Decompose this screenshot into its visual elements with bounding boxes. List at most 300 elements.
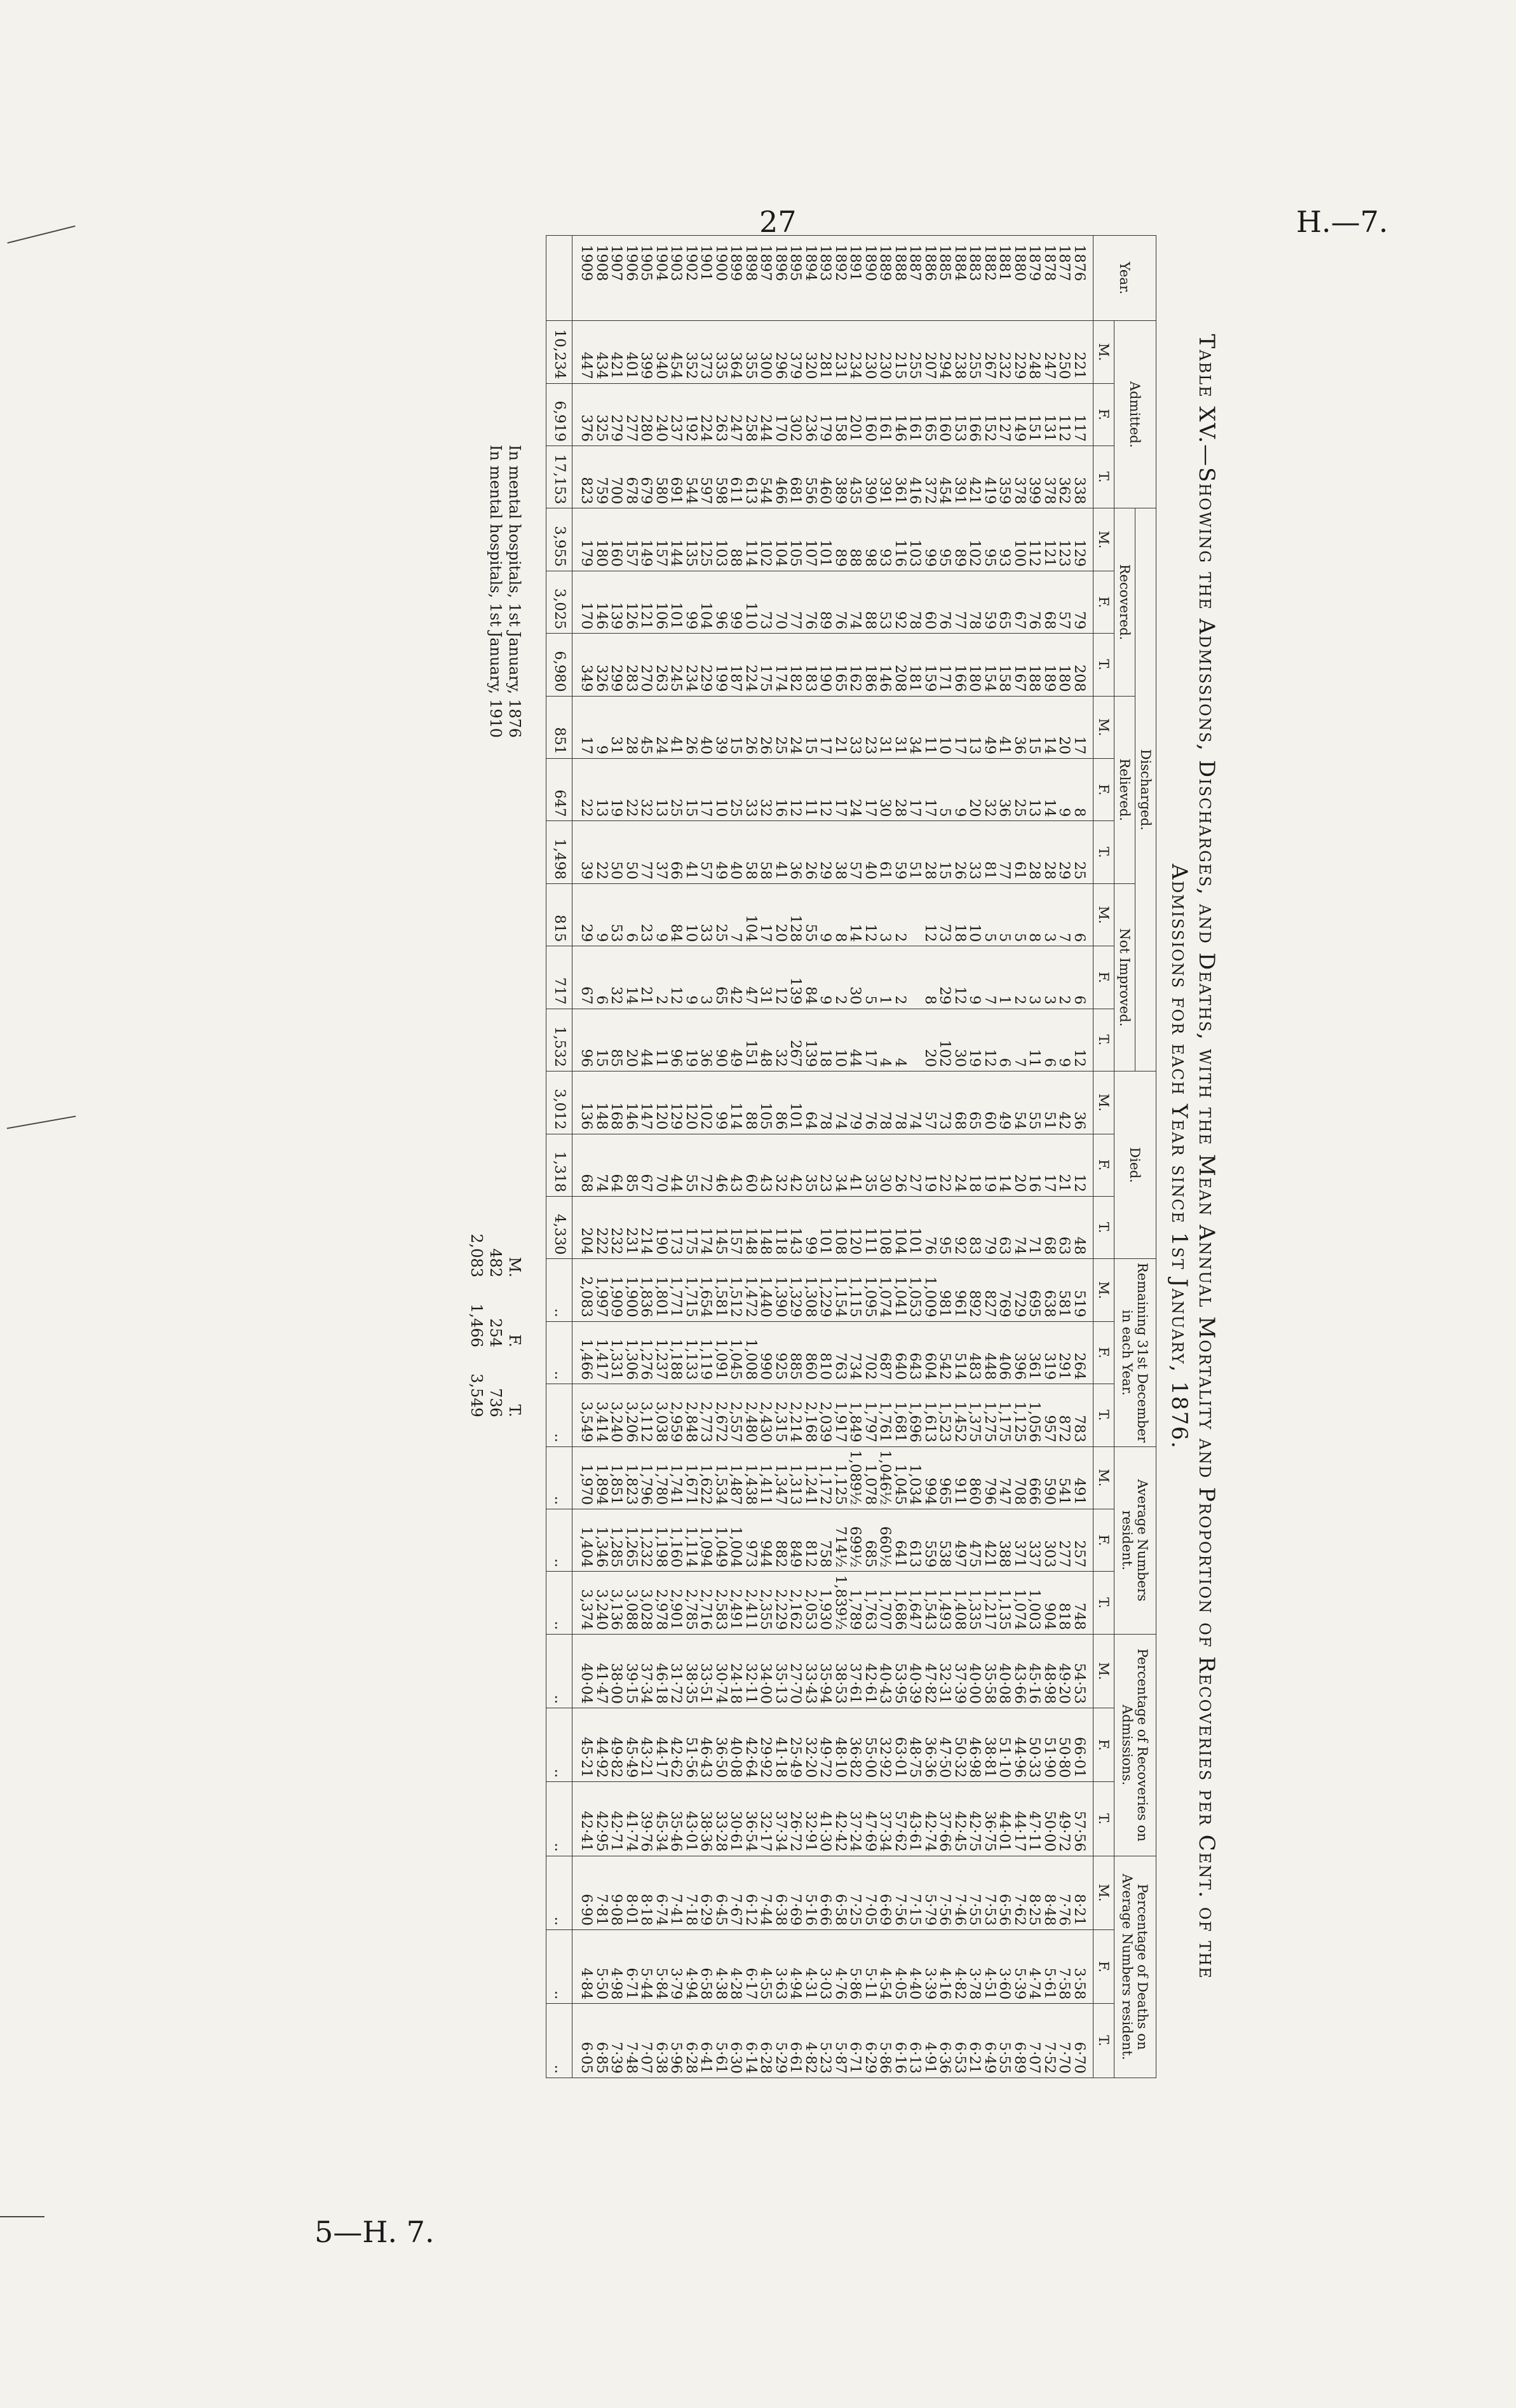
- value-cell: 2,430: [758, 1384, 773, 1446]
- value-cell: 378: [1012, 446, 1027, 508]
- value-cell: 7·07: [639, 2004, 654, 2078]
- value-cell: 42·64: [743, 1708, 759, 1782]
- value-cell: 22: [594, 821, 609, 883]
- value-cell: 46·43: [698, 1708, 714, 1782]
- value-cell: 79: [848, 1071, 863, 1134]
- value-cell: 294: [937, 321, 952, 383]
- value-cell: 49: [982, 696, 998, 758]
- value-cell: 99: [714, 1071, 729, 1134]
- value-cell: 44: [639, 1009, 654, 1071]
- value-cell: 8·21: [1072, 1856, 1093, 1929]
- value-cell: 53·95: [893, 1634, 908, 1708]
- value-cell: 25: [773, 696, 788, 758]
- value-cell: 248: [1027, 321, 1042, 383]
- value-cell: 783: [1072, 1384, 1093, 1446]
- value-cell: 18: [967, 1134, 982, 1196]
- value-cell: 167: [1012, 634, 1027, 696]
- value-cell: 19: [923, 1134, 938, 1196]
- value-cell: 50·00: [1042, 1782, 1057, 1856]
- value-cell: 401: [624, 321, 639, 383]
- value-cell: 47: [743, 946, 759, 1009]
- value-cell: 224: [698, 383, 714, 446]
- value-cell: 48·10: [833, 1708, 848, 1782]
- value-cell: 154: [982, 634, 998, 696]
- value-cell: 36·75: [982, 1782, 998, 1856]
- value-cell: 50·33: [1027, 1708, 1042, 1782]
- value-cell: 38·53: [833, 1634, 848, 1708]
- value-cell: 121: [639, 571, 654, 633]
- value-cell: 22: [624, 759, 639, 821]
- year-cell: 1890: [863, 236, 878, 321]
- value-cell: 51: [1042, 1071, 1057, 1134]
- value-cell: 31: [893, 696, 908, 758]
- table-caption: [1156, 235, 1220, 2078]
- value-cell: 1,512: [728, 1259, 743, 1321]
- value-cell: 691: [668, 446, 684, 508]
- value-cell: 643: [907, 1321, 923, 1384]
- header-percentage-recoveries: Percentage of Recoveries on Admissions.: [1114, 1634, 1156, 1856]
- value-cell: 9: [967, 946, 982, 1009]
- sex-header-f: F.: [1093, 759, 1114, 821]
- value-cell: 460: [818, 446, 833, 508]
- value-cell: 264: [1072, 1321, 1093, 1384]
- value-cell: 1,681: [893, 1384, 908, 1446]
- value-cell: 29: [1057, 821, 1072, 883]
- value-cell: 74: [907, 1071, 923, 1134]
- value-cell: 421: [982, 1509, 998, 1572]
- sex-header-t: T.: [1093, 446, 1114, 508]
- value-cell: 40·04: [572, 1634, 594, 1708]
- year-cell: 1885: [937, 236, 952, 321]
- value-cell: 146: [624, 1071, 639, 1134]
- value-cell: 538: [937, 1509, 952, 1572]
- value-cell: 37·34: [773, 1782, 788, 1856]
- year-cell: 1904: [654, 236, 669, 321]
- value-cell: 35·58: [982, 1634, 998, 1708]
- total-cell: ..: [546, 1782, 572, 1856]
- value-cell: 1,487: [728, 1446, 743, 1509]
- value-cell: 2,411: [743, 1572, 759, 1634]
- value-cell: 389: [833, 446, 848, 508]
- value-cell: 544: [684, 446, 699, 508]
- value-cell: 29: [937, 946, 952, 1009]
- value-cell: 25: [668, 759, 684, 821]
- value-cell: 6: [1042, 1009, 1057, 1071]
- value-cell: 17: [698, 759, 714, 821]
- value-cell: 96: [714, 571, 729, 633]
- note-value: 2,083: [468, 1234, 486, 1277]
- value-cell: 2,848: [684, 1384, 699, 1446]
- value-cell: 38·81: [982, 1708, 998, 1782]
- value-cell: 699½: [848, 1509, 863, 1572]
- sex-header-m: M.: [1093, 508, 1114, 571]
- value-cell: 40·43: [877, 1634, 893, 1708]
- value-cell: 50·80: [1057, 1708, 1072, 1782]
- value-cell: 108: [833, 1196, 848, 1258]
- table-row: [728, 236, 743, 2078]
- value-cell: 59: [982, 571, 998, 633]
- value-cell: 25: [714, 883, 729, 946]
- value-cell: 1,900: [624, 1259, 639, 1321]
- value-cell: 49: [728, 1009, 743, 1071]
- value-cell: 687: [877, 1321, 893, 1384]
- value-cell: 14: [624, 946, 639, 1009]
- value-cell: 51: [907, 821, 923, 883]
- value-cell: 519: [1072, 1259, 1093, 1321]
- value-cell: 32: [982, 759, 998, 821]
- value-cell: 30: [877, 759, 893, 821]
- value-cell: 6·29: [863, 2004, 878, 2078]
- value-cell: 144: [668, 508, 684, 571]
- value-cell: 22: [572, 759, 594, 821]
- value-cell: 229: [1012, 321, 1027, 383]
- value-cell: 36: [1012, 696, 1027, 758]
- value-cell: 43·66: [1012, 1634, 1027, 1708]
- sex-header-f: F.: [1093, 383, 1114, 446]
- value-cell: 1,276: [639, 1321, 654, 1384]
- value-cell: 378: [1042, 446, 1057, 508]
- value-cell: 4·05: [893, 1930, 908, 2004]
- value-cell: 17: [572, 696, 594, 758]
- value-cell: 2,785: [684, 1572, 699, 1634]
- value-cell: 4·91: [923, 2004, 938, 2078]
- value-cell: 160: [863, 383, 878, 446]
- value-cell: 84: [803, 946, 818, 1009]
- value-cell: 73: [937, 1071, 952, 1134]
- value-cell: 42: [788, 1134, 803, 1196]
- value-cell: 95: [937, 1196, 952, 1258]
- table-number: Table XV.: [1194, 334, 1219, 445]
- value-cell: 613: [743, 446, 759, 508]
- value-cell: 1,056: [1027, 1384, 1042, 1446]
- value-cell: 990: [758, 1321, 773, 1384]
- value-cell: 1,411: [758, 1446, 773, 1509]
- value-cell: 6·45: [714, 1856, 729, 1929]
- year-cell: 1900: [714, 236, 729, 321]
- note-value: 254: [487, 1318, 505, 1347]
- value-cell: 12: [923, 883, 938, 946]
- value-cell: 7·81: [594, 1856, 609, 1929]
- value-cell: 362: [1057, 446, 1072, 508]
- value-cell: 65: [714, 946, 729, 1009]
- value-cell: 39: [714, 696, 729, 758]
- value-cell: 123: [1057, 508, 1072, 571]
- value-cell: 74: [1012, 1196, 1027, 1258]
- value-cell: 6·17: [743, 1930, 759, 2004]
- value-cell: 68: [1042, 571, 1057, 633]
- value-cell: 36·82: [848, 1708, 863, 1782]
- value-cell: 180: [967, 634, 982, 696]
- value-cell: 32: [609, 946, 624, 1009]
- value-cell: 9: [594, 696, 609, 758]
- value-cell: 1,154: [833, 1259, 848, 1321]
- value-cell: 183: [803, 634, 818, 696]
- value-cell: 66: [668, 821, 684, 883]
- value-cell: 611: [728, 446, 743, 508]
- value-cell: 1,466: [572, 1321, 594, 1384]
- value-cell: 112: [1027, 508, 1042, 571]
- value-cell: 4·28: [728, 1930, 743, 2004]
- value-cell: 232: [609, 1196, 624, 1258]
- value-cell: 1,780: [654, 1446, 669, 1509]
- value-cell: 11: [1027, 1009, 1042, 1071]
- value-cell: 6·28: [684, 2004, 699, 2078]
- value-cell: 28: [893, 759, 908, 821]
- value-cell: 88: [728, 508, 743, 571]
- value-cell: 231: [833, 321, 848, 383]
- value-cell: 41: [848, 1134, 863, 1196]
- value-cell: 497: [952, 1509, 968, 1572]
- value-cell: 5·87: [833, 2004, 848, 2078]
- value-cell: 76: [937, 571, 952, 633]
- total-cell: 1,498: [546, 821, 572, 883]
- value-cell: 104: [698, 571, 714, 633]
- value-cell: 49·20: [1057, 1634, 1072, 1708]
- sex-header-f: F.: [1093, 571, 1114, 633]
- value-cell: 1,078: [863, 1446, 878, 1509]
- value-cell: 42: [1057, 1071, 1072, 1134]
- value-cell: 147: [639, 1071, 654, 1134]
- value-cell: 1,543: [923, 1572, 938, 1634]
- value-cell: 335: [714, 321, 729, 383]
- value-cell: 111: [863, 1196, 878, 1258]
- value-cell: 32·91: [803, 1782, 818, 1856]
- value-cell: 416: [907, 446, 923, 508]
- value-cell: 71: [1027, 1196, 1042, 1258]
- value-cell: 38·35: [684, 1634, 699, 1708]
- value-cell: 30: [848, 946, 863, 1009]
- value-cell: 17: [758, 883, 773, 946]
- value-cell: 37·61: [848, 1634, 863, 1708]
- value-cell: 541: [1057, 1446, 1072, 1509]
- value-cell: 1,115: [848, 1259, 863, 1321]
- value-cell: 36: [788, 821, 803, 883]
- year-cell: 1903: [668, 236, 684, 321]
- value-cell: 89: [818, 571, 833, 633]
- value-cell: 101: [818, 1196, 833, 1258]
- value-cell: 678: [624, 446, 639, 508]
- value-cell: 1,909: [609, 1259, 624, 1321]
- value-cell: 6: [1072, 946, 1093, 1009]
- value-cell: 37·39: [952, 1634, 968, 1708]
- value-cell: 6·53: [952, 2004, 968, 2078]
- value-cell: 2,480: [743, 1384, 759, 1446]
- value-cell: 6·30: [728, 2004, 743, 2078]
- value-cell: 15: [728, 696, 743, 758]
- year-cell: 1899: [728, 236, 743, 321]
- value-cell: 77: [639, 821, 654, 883]
- value-cell: 66·01: [1072, 1708, 1093, 1782]
- value-cell: 139: [788, 946, 803, 1009]
- value-cell: 10: [833, 1009, 848, 1071]
- value-cell: 37: [654, 821, 669, 883]
- value-cell: 37·34: [877, 1782, 893, 1856]
- table-row: [952, 236, 968, 2078]
- year-cell: 1879: [1027, 236, 1042, 321]
- value-cell: 55: [1027, 1071, 1042, 1134]
- value-cell: 1,970: [572, 1446, 594, 1509]
- value-cell: 466: [773, 446, 788, 508]
- value-cell: 34: [833, 1134, 848, 1196]
- value-cell: 6·38: [654, 2004, 669, 2078]
- value-cell: 78: [907, 571, 923, 633]
- value-cell: 190: [818, 634, 833, 696]
- value-cell: 361: [893, 446, 908, 508]
- value-cell: 758: [818, 1509, 833, 1572]
- value-cell: 161: [877, 383, 893, 446]
- value-cell: 33·51: [698, 1634, 714, 1708]
- value-cell: 1,823: [624, 1446, 639, 1509]
- value-cell: 103: [714, 508, 729, 571]
- value-cell: 92: [893, 571, 908, 633]
- value-cell: 45·34: [654, 1782, 669, 1856]
- value-cell: 1,089½: [848, 1446, 863, 1509]
- value-cell: 973: [743, 1509, 759, 1572]
- value-cell: 70: [773, 571, 788, 633]
- value-cell: 208: [1072, 634, 1093, 696]
- sex-header-f: F.: [1093, 1930, 1114, 2004]
- value-cell: 68: [1042, 1196, 1057, 1258]
- value-cell: 849: [788, 1509, 803, 1572]
- value-cell: 28: [1042, 821, 1057, 883]
- value-cell: 42·62: [668, 1708, 684, 1782]
- value-cell: 994: [923, 1446, 938, 1509]
- value-cell: 319: [1042, 1321, 1057, 1384]
- value-cell: 63: [1057, 1196, 1072, 1258]
- value-cell: 174: [773, 634, 788, 696]
- value-cell: 20: [773, 883, 788, 946]
- value-cell: 42·75: [967, 1782, 982, 1856]
- value-cell: 3: [1027, 946, 1042, 1009]
- value-cell: 40: [863, 821, 878, 883]
- value-cell: 660½: [877, 1509, 893, 1572]
- value-cell: 190: [654, 1196, 669, 1258]
- year-cell: 1908: [594, 236, 609, 321]
- value-cell: 230: [877, 321, 893, 383]
- value-cell: 702: [863, 1321, 878, 1384]
- value-cell: 3,240: [609, 1384, 624, 1446]
- value-cell: 18: [818, 1009, 833, 1071]
- value-cell: 17: [923, 759, 938, 821]
- value-cell: 1,045: [728, 1321, 743, 1384]
- value-cell: 6·58: [833, 1856, 848, 1929]
- value-cell: 257: [1072, 1509, 1093, 1572]
- year-cell: 1887: [907, 236, 923, 321]
- value-cell: 944: [758, 1509, 773, 1572]
- value-cell: 236: [803, 383, 818, 446]
- value-cell: 1,217: [982, 1572, 998, 1634]
- value-cell: 258: [743, 383, 759, 446]
- header-discharged: Discharged.: [1135, 508, 1156, 1071]
- value-cell: 180: [594, 508, 609, 571]
- value-cell: 1,797: [863, 1384, 878, 1446]
- value-cell: 170: [572, 571, 594, 633]
- value-cell: 4·76: [833, 1930, 848, 2004]
- value-cell: 5·86: [877, 2004, 893, 2078]
- value-cell: 5: [982, 883, 998, 946]
- value-cell: 107: [803, 508, 818, 571]
- value-cell: [907, 883, 923, 946]
- value-cell: 4·84: [572, 1930, 594, 2004]
- value-cell: 84: [668, 883, 684, 946]
- margin-mark: [7, 226, 75, 244]
- value-cell: 42·45: [952, 1782, 968, 1856]
- header-relieved: Relieved.: [1114, 696, 1135, 883]
- value-cell: 49·82: [609, 1708, 624, 1782]
- value-cell: 101: [907, 1196, 923, 1258]
- value-cell: 166: [952, 634, 968, 696]
- value-cell: 1,114: [684, 1509, 699, 1572]
- value-cell: 37·66: [937, 1782, 952, 1856]
- value-cell: 8·18: [639, 1856, 654, 1929]
- value-cell: 4·98: [609, 1930, 624, 2004]
- value-cell: 1,229: [818, 1259, 833, 1321]
- value-cell: 36·36: [923, 1708, 938, 1782]
- value-cell: 6·14: [743, 2004, 759, 2078]
- total-cell: ..: [546, 1634, 572, 1708]
- value-cell: 41: [773, 821, 788, 883]
- value-cell: 74: [833, 1071, 848, 1134]
- total-cell: ..: [546, 1856, 572, 1929]
- value-cell: 95: [937, 508, 952, 571]
- value-cell: 174: [698, 1196, 714, 1258]
- total-cell: 815: [546, 883, 572, 946]
- value-cell: 12: [982, 1009, 998, 1071]
- value-cell: 299: [609, 634, 624, 696]
- value-cell: 337: [1027, 1509, 1042, 1572]
- value-cell: 7·56: [937, 1856, 952, 1929]
- value-cell: 700: [609, 446, 624, 508]
- note-value: 482: [487, 1248, 505, 1277]
- value-cell: 283: [624, 634, 639, 696]
- margin-mark: [0, 2216, 44, 2217]
- value-cell: 2,978: [654, 1572, 669, 1634]
- value-cell: 11: [923, 696, 938, 758]
- value-cell: 399: [1027, 446, 1042, 508]
- value-cell: 64: [609, 1134, 624, 1196]
- value-cell: 5·11: [863, 1930, 878, 2004]
- value-cell: 51·90: [1042, 1708, 1057, 1782]
- value-cell: 581: [1057, 1259, 1072, 1321]
- value-cell: 1,119: [698, 1321, 714, 1384]
- value-cell: 46: [714, 1134, 729, 1196]
- value-cell: 7·70: [1057, 2004, 1072, 2078]
- value-cell: 53: [877, 571, 893, 633]
- value-cell: 201: [848, 383, 863, 446]
- value-cell: 160: [609, 508, 624, 571]
- value-cell: 1,275: [982, 1384, 998, 1446]
- value-cell: 120: [654, 1071, 669, 1134]
- value-cell: 556: [803, 446, 818, 508]
- sex-header-t: T.: [1093, 821, 1114, 883]
- value-cell: 63·01: [893, 1708, 908, 1782]
- value-cell: 1,172: [818, 1446, 833, 1509]
- year-cell: 1895: [788, 236, 803, 321]
- value-cell: 20: [923, 1009, 938, 1071]
- value-cell: 28: [1027, 821, 1042, 883]
- value-cell: 613: [907, 1509, 923, 1572]
- value-cell: 149: [639, 508, 654, 571]
- value-cell: 32: [758, 759, 773, 821]
- value-cell: 3·78: [967, 1930, 982, 2004]
- value-cell: 349: [572, 634, 594, 696]
- value-cell: 48: [758, 1009, 773, 1071]
- value-cell: 1,095: [863, 1259, 878, 1321]
- value-cell: 67: [639, 1134, 654, 1196]
- value-cell: 3,038: [654, 1384, 669, 1446]
- value-cell: 40·08: [997, 1634, 1012, 1708]
- value-cell: 102: [698, 1071, 714, 1134]
